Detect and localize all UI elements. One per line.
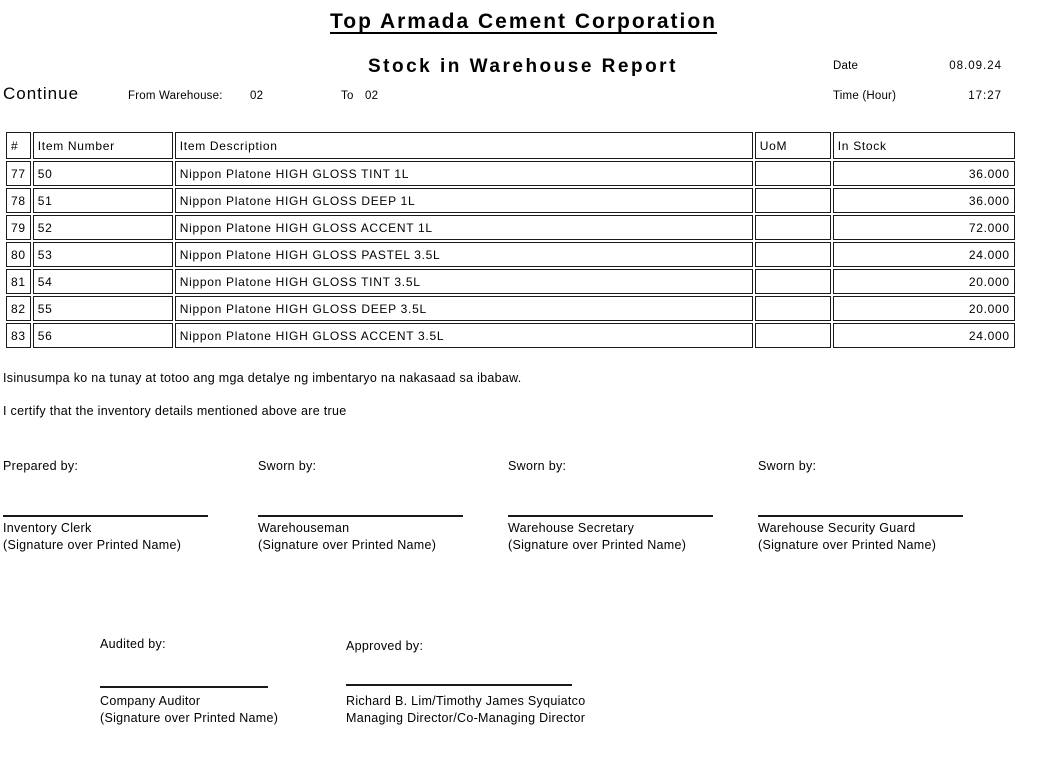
signature-label: Prepared by: (3, 459, 79, 473)
signature-note: (Signature over Printed Name) (258, 538, 437, 552)
signature-line (3, 515, 208, 517)
uom-cell (755, 161, 831, 186)
signature-name: Company Auditor (100, 694, 201, 708)
continue-label: Continue (3, 84, 80, 103)
item-description-cell: Nippon Platone HIGH GLOSS TINT 3.5L (175, 269, 753, 294)
in-stock-cell: 72.000 (833, 215, 1015, 240)
signature-note: (Signature over Printed Name) (100, 711, 279, 725)
signature-label: Approved by: (346, 639, 424, 653)
table-row (6, 188, 1015, 213)
item-number-cell: 56 (33, 323, 173, 348)
table-row (6, 215, 1015, 240)
to-warehouse-value: 02 (365, 90, 379, 102)
row-number-cell: 78 (6, 188, 31, 213)
row-number-cell: 77 (6, 161, 31, 186)
company-title: Top Armada Cement Corporation (329, 10, 718, 33)
signature-block-warehouse-security-guard (758, 459, 1008, 559)
signature-block-warehouseman (258, 459, 508, 559)
in-stock-cell: 24.000 (833, 323, 1015, 348)
date-value: 08.09.24 (949, 60, 1002, 72)
signature-label: Sworn by: (258, 459, 317, 473)
from-warehouse-value: 02 (250, 90, 264, 102)
column-header-uom: UoM (755, 132, 831, 159)
signature-role: Inventory Clerk (3, 521, 92, 535)
table-row (6, 161, 1015, 186)
row-number-cell: 83 (6, 323, 31, 348)
row-number-cell: 80 (6, 242, 31, 267)
item-number-cell: 50 (33, 161, 173, 186)
signature-label: Sworn by: (758, 459, 817, 473)
signature-note: Managing Director/Co-Managing Director (346, 711, 586, 725)
column-header-in-stock: In Stock (833, 132, 1015, 159)
in-stock-cell: 20.000 (833, 269, 1015, 294)
certification-filipino: Isinusumpa ko na tunay at totoo ang mga detalye ng imbentaryo na nakasaad sa ibabaw. (3, 371, 522, 385)
signature-label: Audited by: (100, 637, 166, 651)
uom-cell (755, 242, 831, 267)
item-number-cell: 54 (33, 269, 173, 294)
item-number-cell: 55 (33, 296, 173, 321)
table-row (6, 269, 1015, 294)
item-number-cell: 53 (33, 242, 173, 267)
signature-line (758, 515, 963, 517)
signature-label: Sworn by: (508, 459, 567, 473)
uom-cell (755, 188, 831, 213)
column-header-item-description: Item Description (175, 132, 753, 159)
uom-cell (755, 215, 831, 240)
item-description-cell: Nippon Platone HIGH GLOSS DEEP 1L (175, 188, 753, 213)
column-header-item-number: Item Number (33, 132, 173, 159)
signature-role: Warehouseman (258, 521, 350, 535)
stock-table (4, 130, 1017, 350)
time-value: 17:27 (968, 90, 1002, 102)
signature-block-warehouse-secretary (508, 459, 758, 559)
table-header-row (6, 132, 1015, 159)
row-number-cell: 79 (6, 215, 31, 240)
table-row (6, 323, 1015, 348)
in-stock-cell: 24.000 (833, 242, 1015, 267)
from-warehouse-label: From Warehouse: (128, 90, 223, 102)
report-title: Stock in Warehouse Report (368, 56, 678, 77)
item-description-cell: Nippon Platone HIGH GLOSS TINT 1L (175, 161, 753, 186)
row-number-cell: 82 (6, 296, 31, 321)
signature-line (508, 515, 713, 517)
in-stock-cell: 20.000 (833, 296, 1015, 321)
date-label: Date (833, 60, 859, 72)
column-header--: # (6, 132, 31, 159)
signature-name: Richard B. Lim/Timothy James Syquiatco (346, 694, 586, 708)
item-number-cell: 51 (33, 188, 173, 213)
signature-note: (Signature over Printed Name) (758, 538, 937, 552)
signature-line (258, 515, 463, 517)
item-description-cell: Nippon Platone HIGH GLOSS PASTEL 3.5L (175, 242, 753, 267)
item-number-cell: 52 (33, 215, 173, 240)
to-label: To (341, 90, 354, 102)
signature-role: Warehouse Security Guard (758, 521, 916, 535)
signature-role: Warehouse Secretary (508, 521, 635, 535)
uom-cell (755, 269, 831, 294)
certification-english: I certify that the inventory details mentioned above are true (3, 404, 347, 418)
row-number-cell: 81 (6, 269, 31, 294)
signature-line (346, 684, 572, 686)
signature-line (100, 686, 268, 688)
item-description-cell: Nippon Platone HIGH GLOSS ACCENT 3.5L (175, 323, 753, 348)
signature-block-inventory-clerk (3, 459, 253, 559)
in-stock-cell: 36.000 (833, 161, 1015, 186)
uom-cell (755, 323, 831, 348)
time-label: Time (Hour) (833, 90, 897, 102)
table-row (6, 296, 1015, 321)
item-description-cell: Nippon Platone HIGH GLOSS ACCENT 1L (175, 215, 753, 240)
in-stock-cell: 36.000 (833, 188, 1015, 213)
uom-cell (755, 296, 831, 321)
item-description-cell: Nippon Platone HIGH GLOSS DEEP 3.5L (175, 296, 753, 321)
table-row (6, 242, 1015, 267)
signature-note: (Signature over Printed Name) (508, 538, 687, 552)
signature-note: (Signature over Printed Name) (3, 538, 182, 552)
